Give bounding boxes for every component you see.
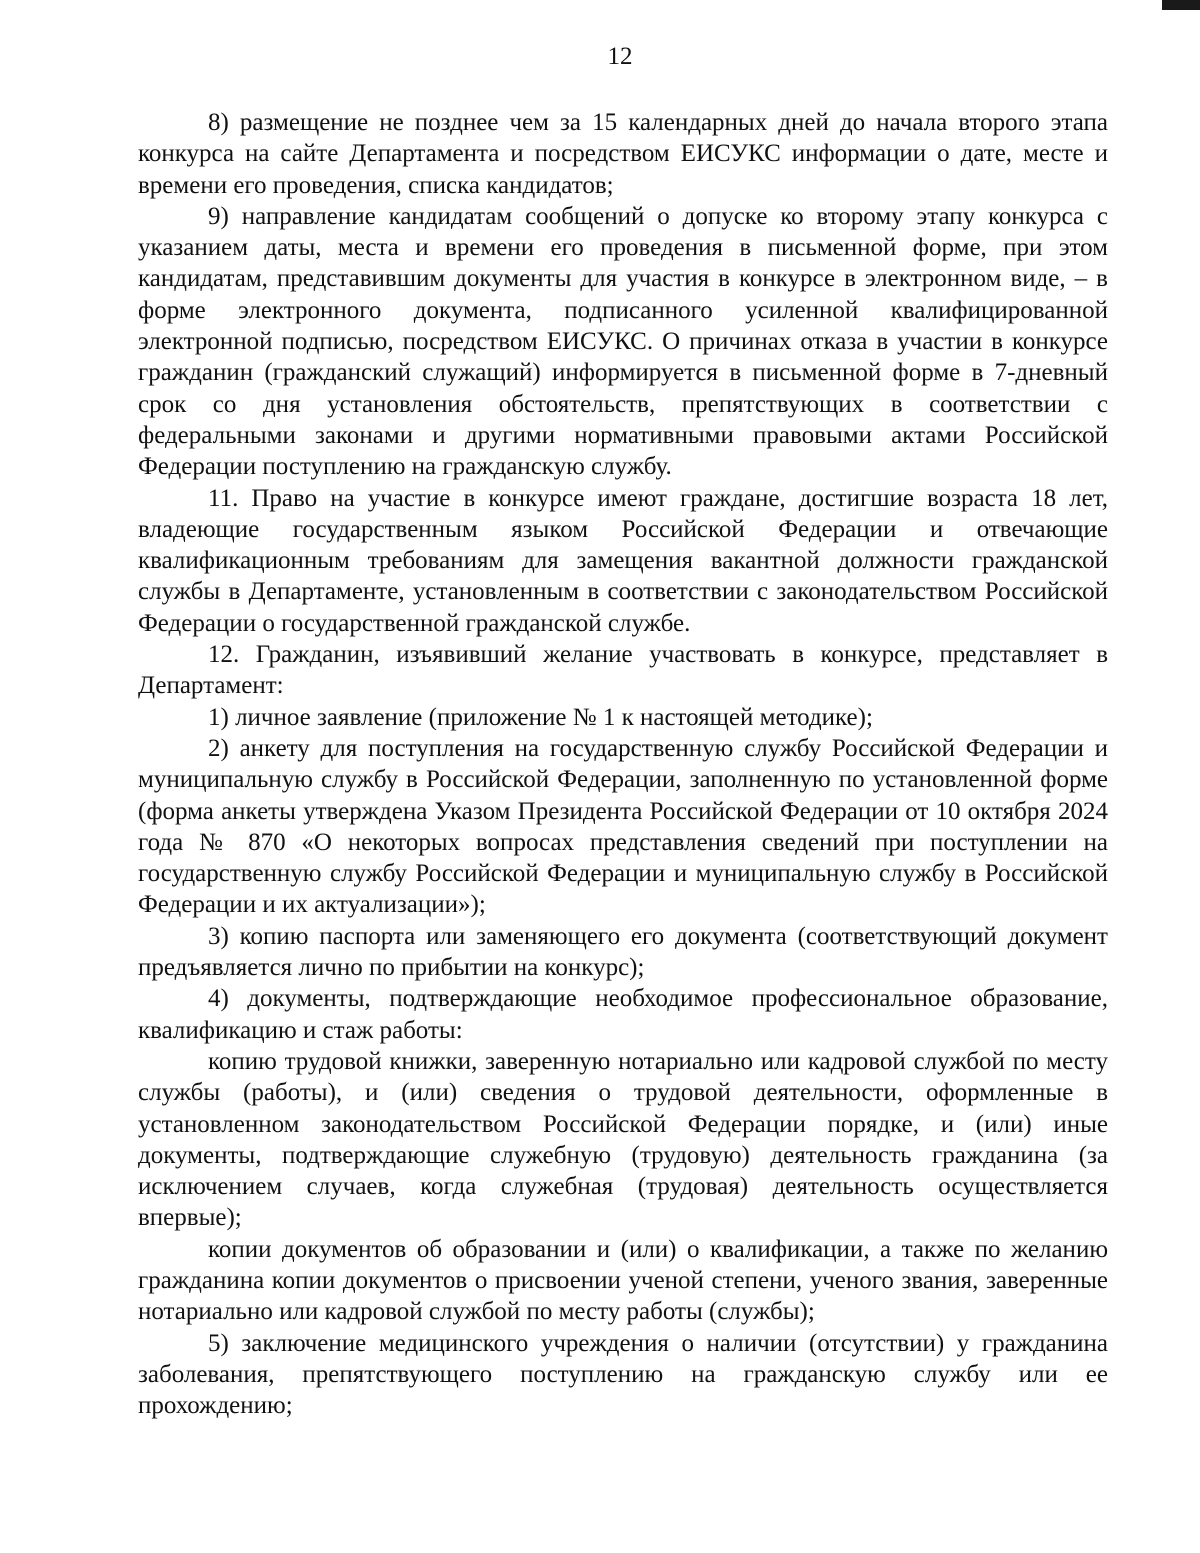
paragraph-work-record: копию трудовой книжки, заверенную нотариально или кадровой службой по месту службы (работы), и (или) сведения о трудовой деятельности, оформленные в установленном законодательством Российской Федерации порядке, и (или) иные документы, подтверждающие служебную (трудовую) деятельность гражданина (за исключением случаев, когда служебная (трудовая) деятельность осуществляется впервые); [138,1047,1108,1232]
scan-edge-mark [1162,0,1200,10]
paragraph-item-3: 3) копию паспорта или заменяющего его документа (соответствующий документ предъявляется лично по прибытии на конкурс); [138,922,1108,982]
paragraph-item-2: 2) анкету для поступления на государственную службу Российской Федерации и муниципальную службу в Российской Федерации, заполненную по установленной форме (форма анкеты утверждена Указом Президента Российской Федерации от 10 октября 2024 года № 870 «О некоторых вопросах представления сведений при поступлении на государственную службу Российской Федерации и муниципальную службу в Российской Федерации и их актуализации»); [138,734,1108,919]
paragraph-section-12: 12. Гражданин, изъявивший желание участвовать в конкурсе, представляет в Департамент: [138,641,1108,700]
paragraph-item-5: 5) заключение медицинского учреждения о наличии (отсутствии) у гражданина заболевания, препятствующего поступлению на гражданскую службу или ее прохождению; [138,1329,1108,1420]
page-number: 12 [607,43,633,70]
paragraph-section-11: 11. Право на участие в конкурсе имеют граждане, достигшие возраста 18 лет, владеющие государственным языком Российской Федерации и отвечающие квалификационным требованиям для замещения вакантной должности гражданской службы в Департаменте, установленным в соответствии с законодательством Российской Федерации о государственной гражданской службе. [138,484,1108,637]
paragraph-item-1: 1) личное заявление (приложение № 1 к настоящей методике); [208,703,873,731]
paragraph-education-docs: копии документов об образовании и (или) о квалификации, а также по желанию гражданина копии документов о присвоении ученой степени, ученого звания, заверенные нотариально или кадровой службой по месту работы (службы); [138,1235,1108,1326]
document-body [138,107,1108,1421]
paragraph-item-8: 8) размещение не позднее чем за 15 календарных дней до начала второго этапа конкурса на сайте Департамента и посредством ЕИСУКС информации о дате, месте и времени его проведения, списка кандидатов; [138,109,1108,199]
paragraph-item-9: 9) направление кандидатам сообщений о допуске ко второму этапу конкурса с указанием даты, места и времени его проведения в письменной форме, при этом кандидатам, представившим документы для участия в конкурсе в электронном виде, – в форме электронного документа, подписанного усиленной квалифицированной электронной подписью, посредством ЕИСУКС. О причинах отказа в участии в конкурсе гражданин (гражданский служащий) информируется в письменной форме в 7-дневный срок со дня установления обстоятельств, препятствующих в соответствии с федеральными законами и другими нормативными правовыми актами Российской Федерации поступлению на гражданскую службу. [138,202,1108,481]
paragraph-item-4: 4) документы, подтверждающие необходимое профессиональное образование, квалификацию и стаж работы: [138,985,1108,1044]
